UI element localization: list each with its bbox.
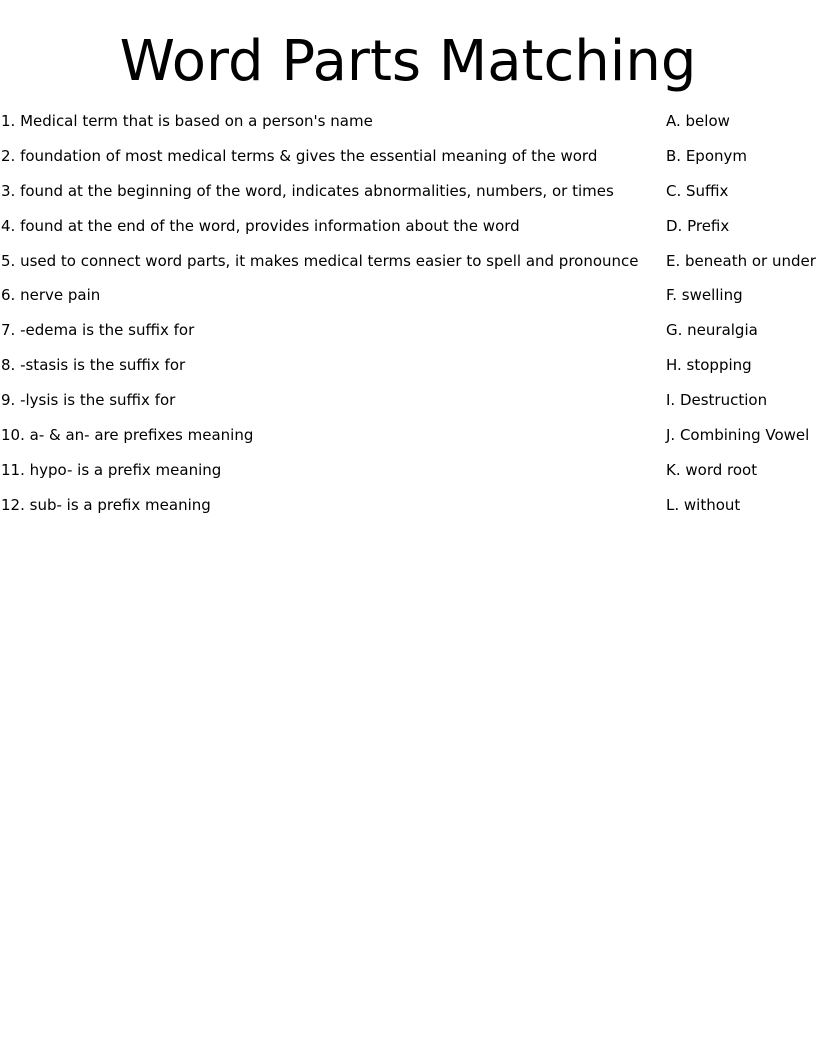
- answer-option: K. word root: [666, 460, 758, 479]
- answer-option: I. Destruction: [666, 391, 768, 410]
- question-text: 11. hypo- is a prefix meaning: [1, 460, 222, 479]
- matching-row: [0, 110, 816, 145]
- matching-row: [0, 494, 816, 529]
- answer-option: D. Prefix: [666, 216, 730, 235]
- matching-row: [0, 459, 816, 494]
- answer-option: C. Suffix: [666, 181, 729, 200]
- answer-option: F. swelling: [666, 286, 743, 305]
- answer-option: J. Combining Vowel: [666, 426, 810, 445]
- matching-row: [0, 250, 816, 285]
- answer-option: E. beneath or under: [666, 251, 816, 270]
- answer-option: H. stopping: [666, 356, 752, 375]
- question-text: 2. foundation of most medical terms & gives the essential meaning of the word: [1, 146, 598, 165]
- matching-row: [0, 424, 816, 459]
- answer-option: B. Eponym: [666, 146, 747, 165]
- matching-row: [0, 180, 816, 215]
- matching-row: [0, 389, 816, 424]
- matching-list: [0, 110, 816, 529]
- matching-row: [0, 354, 816, 389]
- question-text: 3. found at the beginning of the word, indicates abnormalities, numbers, or times: [1, 181, 614, 200]
- answer-option: L. without: [666, 495, 741, 514]
- matching-row: [0, 215, 816, 250]
- matching-row: [0, 284, 816, 319]
- question-text: 7. -edema is the suffix for: [1, 321, 195, 340]
- question-text: 6. nerve pain: [1, 286, 101, 305]
- question-text: 4. found at the end of the word, provides information about the word: [1, 216, 520, 235]
- matching-row: [0, 319, 816, 354]
- answer-option: G. neuralgia: [666, 321, 758, 340]
- worksheet-title: Word Parts Matching: [119, 29, 697, 94]
- question-text: 8. -stasis is the suffix for: [1, 356, 186, 375]
- question-text: 12. sub- is a prefix meaning: [1, 495, 211, 514]
- question-text: 5. used to connect word parts, it makes medical terms easier to spell and pronounce: [1, 251, 639, 270]
- question-text: 1. Medical term that is based on a person's name: [1, 112, 373, 130]
- question-text: 9. -lysis is the suffix for: [1, 391, 176, 410]
- question-text: 10. a- & an- are prefixes meaning: [1, 426, 254, 445]
- matching-row: [0, 145, 816, 180]
- answer-option: A. below: [666, 112, 730, 130]
